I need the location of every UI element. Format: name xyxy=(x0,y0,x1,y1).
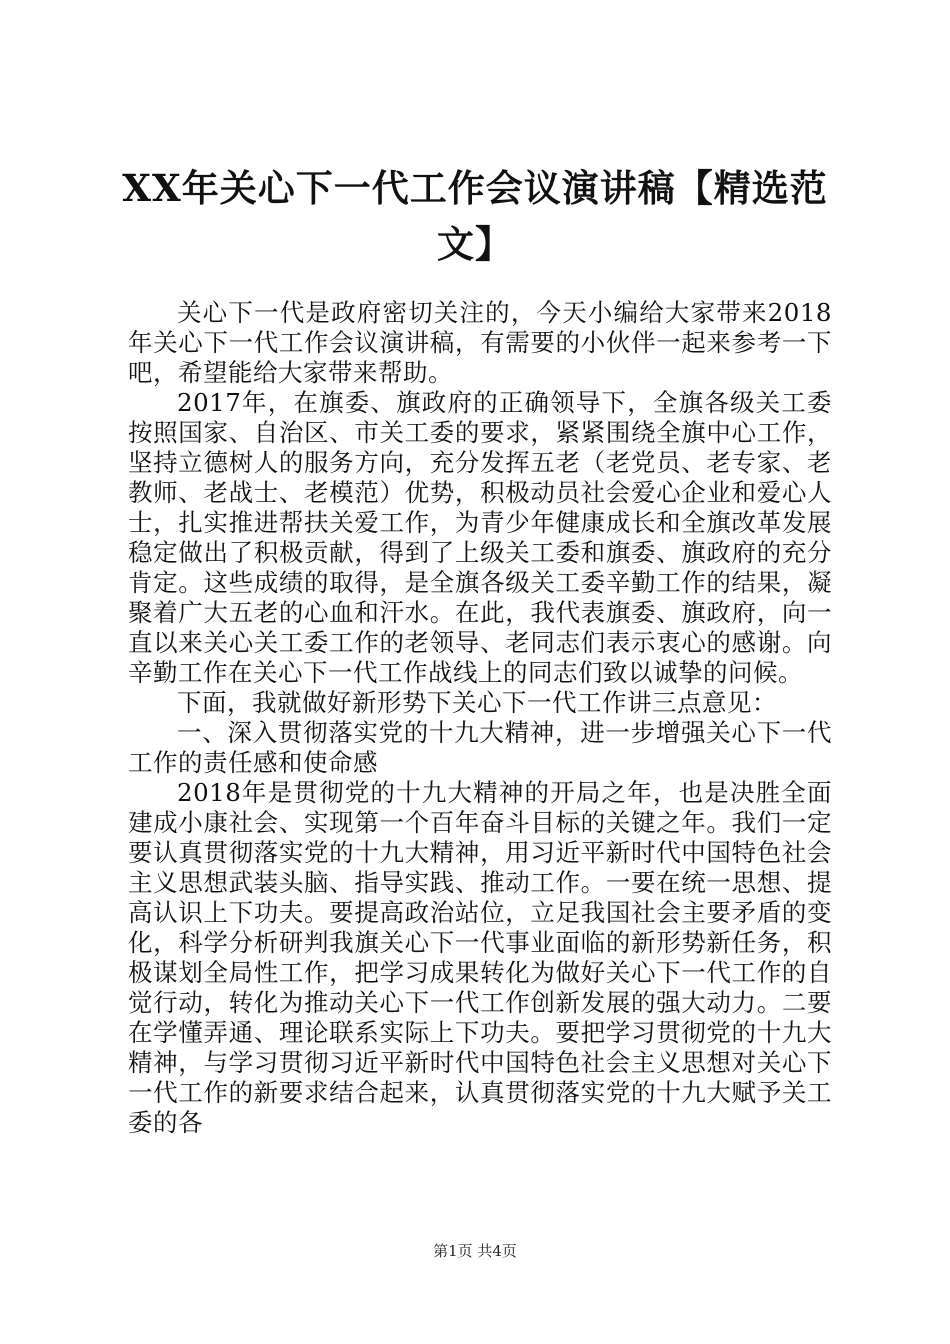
paragraph-2017-review: 2017年，在旗委、旗政府的正确领导下，全旗各级关工委按照国家、自治区、市关工委的要求，紧紧围绕全旗中心工作，坚持立德树人的服务方向，充分发挥五老（老党员、老专家、老教师、老战士、老模范）优势，积极动员社会爱心企业和爱心人士，扎实推进帮扶关爱工作，为青少年健康成长和全旗改革发展稳定做出了积极贡献，得到了上级关工委和旗委、旗政府的充分肯定。这些成绩的取得，是全旗各级关工委辛勤工作的结果，凝聚着广大五老的心血和汗水。在此，我代表旗委、旗政府，向一直以来关心关工委工作的老领导、老同志们表示衷心的感谢。向辛勤工作在关心下一代工作战线上的同志们致以诚挚的问候。 xyxy=(128,388,832,687)
page-number-footer: 第1页 共4页 xyxy=(433,1242,517,1260)
section-heading-1: 一、深入贯彻落实党的十九大精神，进一步增强关心下一代工作的责任感和使命感 xyxy=(128,718,832,777)
paragraph-intro: 关心下一代是政府密切关注的，今天小编给大家带来2018年关心下一代工作会议演讲稿，有需要的小伙伴一起来参考一下吧，希望能给大家带来帮助。 xyxy=(128,298,832,387)
document-title: XX年关心下一代工作会议演讲稿【精选范文】 xyxy=(122,166,828,266)
paragraph-three-points: 下面，我就做好新形势下关心下一代工作讲三点意见： xyxy=(177,688,777,717)
paragraph-2018: 2018年是贯彻党的十九大精神的开局之年，也是决胜全面建成小康社会、实现第一个百年奋斗目标的关键之年。我们一定要认真贯彻落实党的十九大精神，用习近平新时代中国特色社会主义思想武装头脑、指导实践、推动工作。一要在统一思想、提高认识上下功夫。要提高政治站位，立足我国社会主要矛盾的变化，科学分析研判我旗关心下一代事业面临的新形势新任务，积极谋划全局性工作，把学习成果转化为做好关心下一代工作的自觉行动，转化为推动关心下一代工作创新发展的强大动力。二要在学懂弄通、理论联系实际上下功夫。要把学习贯彻党的十九大精神，与学习贯彻习近平新时代中国特色社会主义思想对关心下一代工作的新要求结合起来，认真贯彻落实党的十九大赋予关工委的各 xyxy=(128,778,832,1137)
document-body xyxy=(128,298,832,1138)
